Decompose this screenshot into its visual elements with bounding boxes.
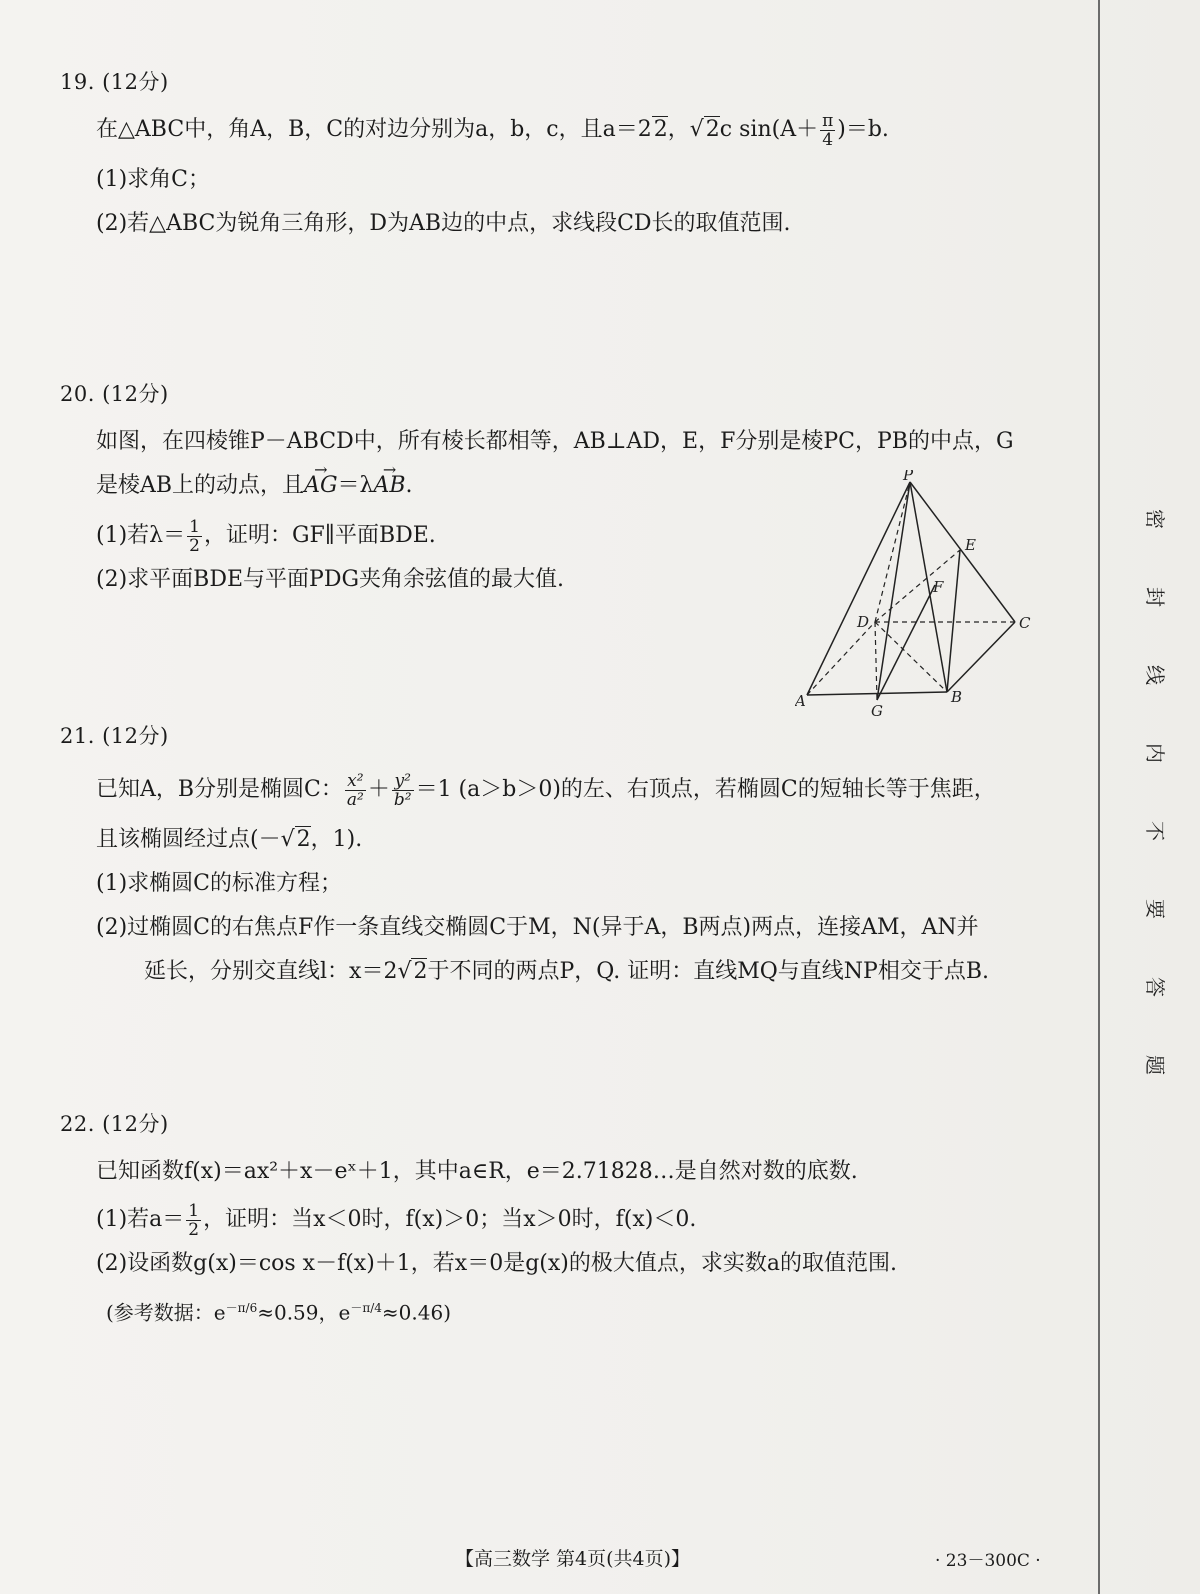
part-1: (1)求角C； — [96, 167, 210, 192]
edge-de — [875, 550, 960, 622]
page-footer-code: · 23－300C · — [935, 1551, 1041, 1571]
question-number: 20. (12分) — [60, 382, 169, 406]
seal-line — [1098, 0, 1100, 1594]
vector-ag: → AG — [304, 464, 337, 508]
label-b: B — [951, 688, 963, 706]
question-stem-line-1: 如图，在四棱锥P－ABCD中，所有棱长都相等，AB⊥AD，E，F分别是棱PC，PB的中点，G — [96, 429, 1014, 454]
edge-dg — [875, 622, 877, 700]
edge-be — [947, 550, 960, 692]
question-stem-line-2: 是棱AB上的动点，且→ AG＝λ→ AB. — [60, 464, 1060, 508]
vector-ab: → AB — [373, 464, 405, 508]
edge-ad — [807, 622, 875, 695]
label-e: E — [965, 536, 976, 554]
fraction-one-half: $\frac{1}{2}$ — [188, 1200, 200, 1240]
fraction-pi-over-4: $\frac{\pi}{4}$ — [822, 110, 834, 150]
question-21 — [60, 720, 1060, 994]
question-number: 22. (12分) — [60, 1112, 169, 1136]
part-2-line-1: (2)过椭圆C的右焦点F作一条直线交椭圆C于M，N(异于A，B两点)两点，连接AM，AN并 — [96, 915, 979, 940]
fraction-y2-over-b2: $\frac{\text{y²}}{\text{b²}}$ — [393, 770, 412, 810]
label-c: C — [1019, 614, 1031, 632]
part-2-line-2: 延长，分别交直线l：x＝2√2于不同的两点P，Q. 证明：直线MQ与直线NP相交于点B. — [144, 959, 989, 984]
question-22 — [60, 1108, 1060, 1335]
question-stem: 已知函数f(x)＝ax²＋x－eˣ＋1，其中a∈R，e＝2.71828…是自然对数的底数. — [96, 1159, 858, 1184]
part-2: (2)求平面BDE与平面PDG夹角余弦值的最大值. — [96, 567, 565, 592]
part-1: (1)求椭圆C的标准方程； — [96, 871, 342, 896]
question-19 — [60, 66, 1060, 246]
edge-bc — [947, 622, 1015, 692]
question-stem-line-1: 已知A，B分别是椭圆C： $\frac{\text{x²}}{\text{a²}}$ ＋ $\frac{\text{y²}}{\text{b²}}$ ＝1 (a＞b＞0)的左、右顶点，若椭圆C的短轴长等于焦距， — [96, 770, 996, 810]
seal-notice: 密 封 线 内 不 要 答 题 — [1143, 509, 1167, 1075]
reference-data: (参考数据：$e^{-\pi/6}\approx 0.59$，$e^{-\pi/4}\approx 0.46$) — [106, 1300, 452, 1325]
label-g: G — [871, 702, 883, 720]
part-1: (1)若λ＝ $\frac{1}{2}$ ，证明：GF∥平面BDE. — [96, 516, 436, 556]
label-a: A — [795, 692, 806, 710]
question-number: 19. (12分) — [60, 70, 169, 94]
label-p: P — [903, 470, 914, 484]
pyramid-figure — [795, 470, 1055, 720]
part-1: (1)若a＝ $\frac{1}{2}$ ，证明：当x＜0时，f(x)＞0；当x＞0时，f(x)＜0. — [96, 1200, 697, 1240]
part-2: (2)若△ABC为锐角三角形，D为AB边的中点，求线段CD长的取值范围. — [96, 211, 791, 236]
fraction-one-half: $\frac{1}{2}$ — [189, 516, 200, 556]
fraction-x2-over-a2: $\frac{\text{x²}}{\text{a²}}$ — [346, 770, 364, 810]
part-2: (2)设函数g(x)＝cos x－f(x)＋1，若x＝0是g(x)的极大值点，求实数a的取值范围. — [96, 1251, 897, 1276]
question-stem: 在△ABC中，角A，B，C的对边分别为a，b，c，且a＝22，√2c sin(A＋ $\frac{\pi}{4}$ )＝b. — [96, 110, 889, 150]
question-number: 21. (12分) — [60, 724, 169, 748]
edge-pc — [910, 482, 1015, 622]
question-stem-line-2: 且该椭圆经过点(－√2，1). — [96, 827, 363, 852]
label-d: D — [857, 613, 870, 631]
page-footer-title: 【高三数学 第4页(共4页)】 — [455, 1548, 691, 1570]
label-f: F — [933, 578, 944, 596]
